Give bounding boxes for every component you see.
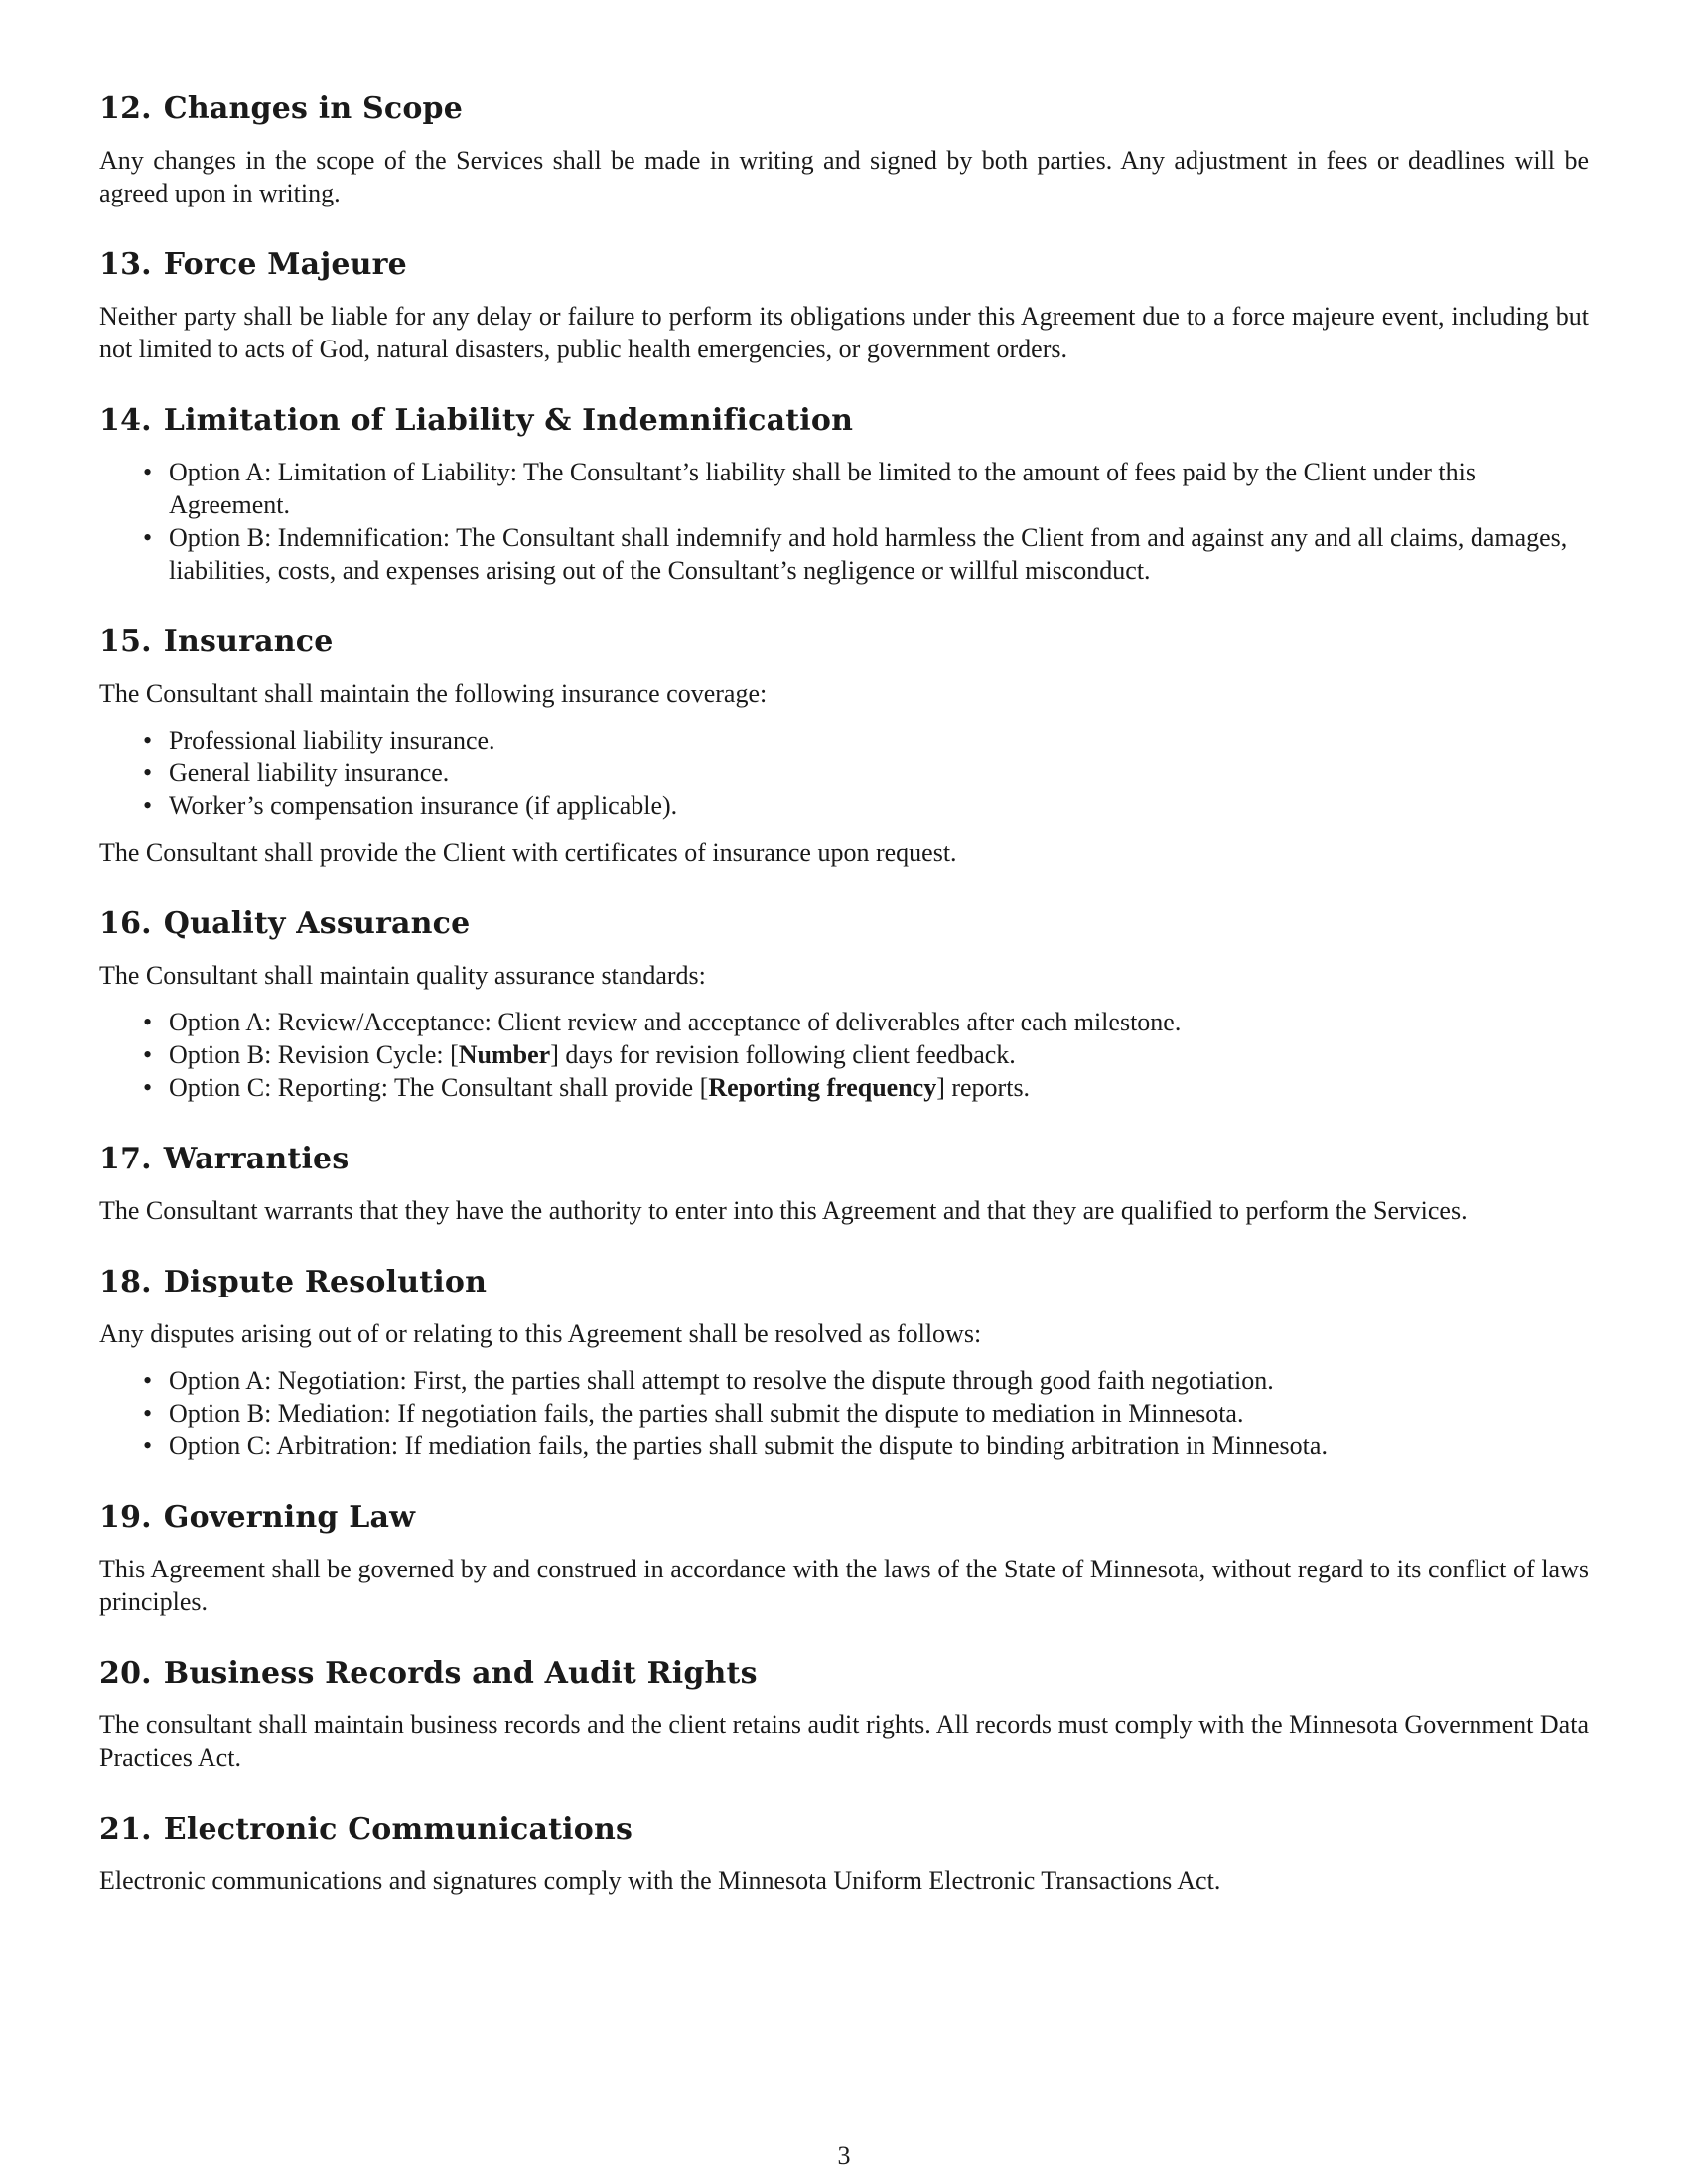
list-item: • Option A: Limitation of Liability: The Consultant’s liability shall be limited to the amount of fees paid by the Client under this Agreement. bbox=[169, 456, 1589, 521]
section-business-records bbox=[99, 1656, 1589, 1774]
insurance-list bbox=[99, 724, 1589, 822]
section-intro: The Consultant shall maintain quality assurance standards: bbox=[99, 961, 706, 990]
section-intro: The Consultant shall maintain the following insurance coverage: bbox=[99, 679, 768, 708]
section-body: Neither party shall be liable for any delay or failure to perform its obligations under this Agreement due to a force majeure event, including but not limited to acts of God, natural disasters, public health emergencies, or government orders. bbox=[99, 302, 1589, 363]
list-item: • Option C: Reporting: The Consultant shall provide [Reporting frequency] reports. bbox=[169, 1071, 1589, 1104]
section-heading: 15. Insurance bbox=[99, 624, 334, 659]
section-heading: 21. Electronic Communications bbox=[99, 1812, 633, 1846]
list-item: • Option B: Indemnification: The Consultant shall indemnify and hold harmless the Client from and against any and all claims, damages, liabilities, costs, and expenses arising out of the Consultant’s negligence or willful misconduct. bbox=[169, 521, 1589, 587]
list-item: • Option A: Review/Acceptance: Client review and acceptance of deliverables after each milestone. bbox=[169, 1006, 1589, 1038]
list-item: • Option A: Negotiation: First, the parties shall attempt to resolve the dispute through good faith negotiation. bbox=[169, 1364, 1589, 1397]
option-list bbox=[99, 1006, 1589, 1104]
section-warranties bbox=[99, 1142, 1589, 1227]
option-list bbox=[99, 1364, 1589, 1462]
document-page bbox=[99, 91, 1589, 1935]
section-insurance bbox=[99, 624, 1589, 869]
section-heading: 19. Governing Law bbox=[99, 1500, 416, 1535]
section-dispute-resolution bbox=[99, 1265, 1589, 1462]
section-changes-in-scope bbox=[99, 91, 1589, 209]
section-heading: 14. Limitation of Liability & Indemnification bbox=[99, 403, 854, 438]
section-electronic-communications bbox=[99, 1812, 1589, 1897]
section-limitation-of-liability bbox=[99, 403, 1589, 587]
section-heading: 18. Dispute Resolution bbox=[99, 1265, 488, 1299]
list-item: • General liability insurance. bbox=[169, 756, 1589, 789]
list-item: • Option B: Mediation: If negotiation fails, the parties shall submit the dispute to mediation in Minnesota. bbox=[169, 1397, 1589, 1430]
list-item: • Option C: Arbitration: If mediation fails, the parties shall submit the dispute to binding arbitration in Minnesota. bbox=[169, 1430, 1589, 1462]
section-outro: The Consultant shall provide the Client with certificates of insurance upon request. bbox=[99, 838, 957, 867]
section-body: Any changes in the scope of the Services shall be made in writing and signed by both parties. Any adjustment in fees or deadlines will be agreed upon in writing. bbox=[99, 146, 1589, 207]
section-quality-assurance bbox=[99, 906, 1589, 1104]
section-body: This Agreement shall be governed by and construed in accordance with the laws of the State of Minnesota, without regard to its conflict of laws principles. bbox=[99, 1555, 1589, 1616]
list-item: • Professional liability insurance. bbox=[169, 724, 1589, 756]
section-governing-law bbox=[99, 1500, 1589, 1618]
section-body: Electronic communications and signatures comply with the Minnesota Uniform Electronic Transactions Act. bbox=[99, 1866, 1221, 1895]
section-body: The Consultant warrants that they have the authority to enter into this Agreement and that they are qualified to perform the Services. bbox=[99, 1196, 1468, 1225]
section-heading: 17. Warranties bbox=[99, 1142, 350, 1176]
section-heading: 16. Quality Assurance bbox=[99, 906, 471, 941]
section-intro: Any disputes arising out of or relating to this Agreement shall be resolved as follows: bbox=[99, 1319, 982, 1348]
list-item: • Worker’s compensation insurance (if applicable). bbox=[169, 789, 1589, 822]
section-body: The consultant shall maintain business records and the client retains audit rights. All records must comply with the Minnesota Government Data Practices Act. bbox=[99, 1710, 1589, 1772]
section-heading: 12. Changes in Scope bbox=[99, 91, 463, 126]
option-list bbox=[99, 456, 1589, 587]
section-heading: 20. Business Records and Audit Rights bbox=[99, 1656, 758, 1691]
placeholder-reporting-frequency: Reporting frequency bbox=[708, 1073, 937, 1102]
list-item: • Option B: Revision Cycle: [Number] days for revision following client feedback. bbox=[169, 1038, 1589, 1071]
placeholder-number: Number bbox=[458, 1040, 551, 1069]
section-heading: 13. Force Majeure bbox=[99, 247, 407, 282]
section-force-majeure bbox=[99, 247, 1589, 365]
page-number: 3 bbox=[837, 2141, 851, 2170]
